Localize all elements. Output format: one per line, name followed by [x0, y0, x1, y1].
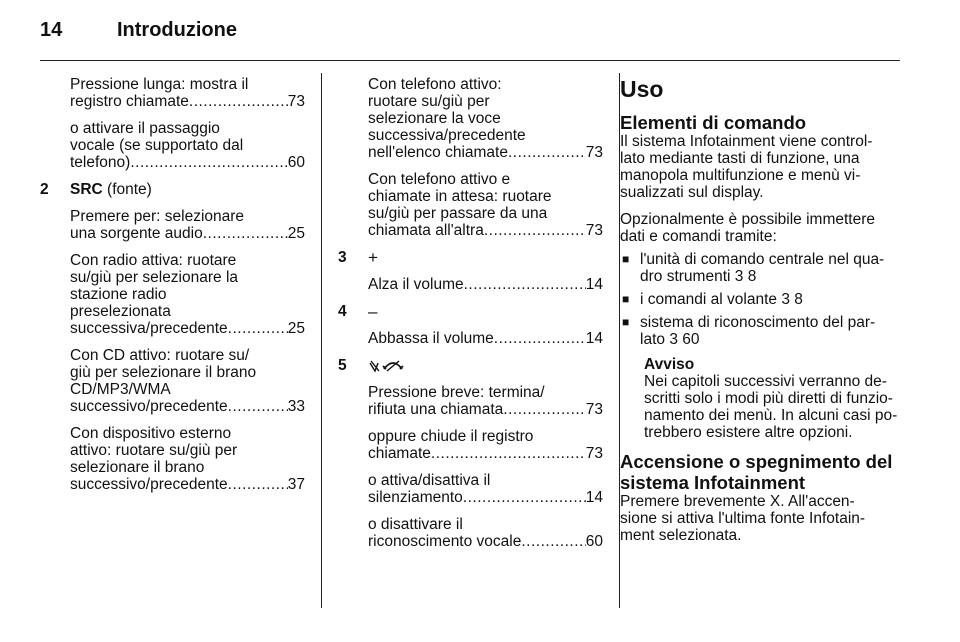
page-ref[interactable]: 73: [585, 222, 603, 239]
list-item: ■ sistema di riconoscimento del par- lato 3 60: [622, 314, 876, 348]
section-heading-uso: Uso: [620, 76, 664, 102]
header-rule: [40, 60, 900, 61]
item-5: [338, 357, 603, 374]
item-number: 5: [338, 357, 347, 374]
mute-hangup-icon: [368, 357, 404, 374]
toc-line: nell'elenco chiamate ..... 73: [368, 144, 603, 161]
bullet-square-icon: ■: [622, 315, 630, 329]
page-ref[interactable]: 73: [585, 445, 603, 462]
item-4: [338, 303, 603, 320]
text-line: vocale (se supportato dal: [70, 137, 244, 154]
page-ref-arrow-icon: 3: [669, 331, 678, 348]
page-ref[interactable]: 73: [585, 144, 603, 161]
minus-icon: –: [368, 302, 378, 321]
item-number: 3: [338, 249, 347, 266]
item-3: [338, 249, 603, 266]
page-ref[interactable]: 14: [585, 489, 603, 506]
paragraph: o attiva/disattiva il silenziamento ..... 14: [338, 472, 603, 506]
paragraph: Con radio attiva: ruotare su/giù per selezionare la stazione radio preselezionata successiva/precedente ..... 25: [40, 252, 305, 337]
paragraph: Con dispositivo esterno attivo: ruotare su/giù per selezionare il brano successivo/precedente ..... 37: [40, 425, 305, 493]
toc-line: registro chiamate ..... 73: [70, 93, 305, 110]
paragraph: [338, 276, 603, 293]
page-ref[interactable]: 60: [585, 533, 603, 550]
toc-line: Abbassa il volume ..... 14: [368, 330, 603, 347]
page-ref[interactable]: 33: [287, 398, 305, 415]
page-ref[interactable]: 73: [287, 93, 305, 110]
page-ref[interactable]: 8: [747, 268, 757, 285]
bullet-square-icon: ■: [622, 252, 630, 266]
toc-line: chiamate ..... 73: [368, 445, 603, 462]
toc-line: Alza il volume ..... 14: [368, 276, 603, 293]
note-box: Avviso Nei capitoli successivi verranno de- scritti solo i modi più diretti di funzio- namento dei menù. In alcuni casi po- trebbero esistere altre opzioni.: [620, 356, 903, 441]
bullet-list: [620, 251, 903, 348]
item-number: 2: [40, 181, 49, 198]
page-ref[interactable]: 60: [287, 154, 305, 171]
note-title: Avviso: [644, 356, 695, 373]
toc-line: successiva/precedente ..... 25: [70, 320, 305, 337]
column-divider-1: [321, 73, 322, 608]
toc-line: telefono) ..... 60: [70, 154, 305, 171]
toc-line: silenziamento ..... 14: [368, 489, 603, 506]
paragraph: Con CD attivo: ruotare su/ giù per selezionare il brano CD/MP3/WMA successivo/precedente ..... 33: [40, 347, 305, 415]
subsection-heading-elementi: Elementi di comando: [620, 112, 807, 133]
list-item: ■ i comandi al volante 3 8: [622, 291, 803, 308]
paragraph: Il sistema Infotainment viene control- lato mediante tasti di funzione, una manopola multifunzione e menù vi- sualizzati sul display.: [620, 133, 873, 201]
plus-icon: +: [368, 248, 378, 267]
paragraph: [40, 208, 305, 242]
paragraph: o disattivare il riconoscimento vocale ..... 60: [338, 516, 603, 550]
paragraph: Opzionalmente è possibile immettere dati e comandi tramite:: [620, 211, 876, 245]
column-1: [40, 76, 305, 503]
toc-line: rifiuta una chiamata ..... 73: [368, 401, 603, 418]
text-line: o attivare il passaggio: [70, 120, 220, 137]
page-number: 14: [40, 19, 63, 41]
text-line: Pressione lunga: mostra il: [70, 76, 249, 93]
power-icon: X: [769, 493, 781, 510]
bullet-square-icon: ■: [622, 292, 630, 306]
item-number: 4: [338, 303, 347, 320]
toc-line: successivo/precedente ..... 37: [70, 476, 305, 493]
paragraph: Premere brevemente X. All'accen- sione si attiva l'ultima fonte Infotain- ment selezionata.: [620, 493, 866, 544]
page-ref[interactable]: 14: [585, 276, 603, 293]
column-3: [620, 76, 903, 554]
paragraph: [338, 330, 603, 347]
toc-line: successivo/precedente ..... 33: [70, 398, 305, 415]
page-ref[interactable]: 14: [585, 330, 603, 347]
toc-line: chiamata all'altra ..... 73: [368, 222, 603, 239]
paragraph: [40, 76, 305, 110]
paragraph: Con telefono attivo e chiamate in attesa: ruotare su/giù per passare da una chiamata all'altra ..... 73: [338, 171, 603, 239]
page-title: Introduzione: [117, 19, 237, 41]
text-line: Premere per: selezionare: [70, 208, 245, 225]
page-ref[interactable]: 37: [287, 476, 305, 493]
page-ref[interactable]: 25: [287, 320, 305, 337]
page-ref-arrow-icon: 3: [781, 291, 790, 308]
page-ref-arrow-icon: 3: [734, 268, 744, 285]
subsection-heading-accensione: Accensione o spegnimento del sistema Infotainment: [620, 451, 893, 493]
page-ref[interactable]: 8: [794, 291, 803, 308]
toc-line: una sorgente audio ..... 25: [70, 225, 305, 242]
paragraph: oppure chiude il registro chiamate ..... 73: [338, 428, 603, 462]
item-2: 2 SRC (fonte): [40, 181, 152, 198]
paragraph: Con telefono attivo: ruotare su/giù per selezionare la voce successiva/precedente nell'elenco chiamate ..... 73: [338, 76, 603, 161]
paragraph: Pressione breve: termina/ rifiuta una chiamata ..... 73: [338, 384, 603, 418]
page-ref[interactable]: 60: [682, 331, 700, 348]
page-ref[interactable]: 25: [287, 225, 305, 242]
column-2: [338, 76, 603, 560]
page-ref[interactable]: 73: [585, 401, 603, 418]
list-item: ■ l'unità di comando centrale nel qua- dro strumenti 3 8: [622, 251, 885, 285]
src-key-label: SRC: [70, 181, 103, 198]
toc-line: riconoscimento vocale ..... 60: [368, 533, 603, 550]
paragraph: [40, 120, 305, 171]
